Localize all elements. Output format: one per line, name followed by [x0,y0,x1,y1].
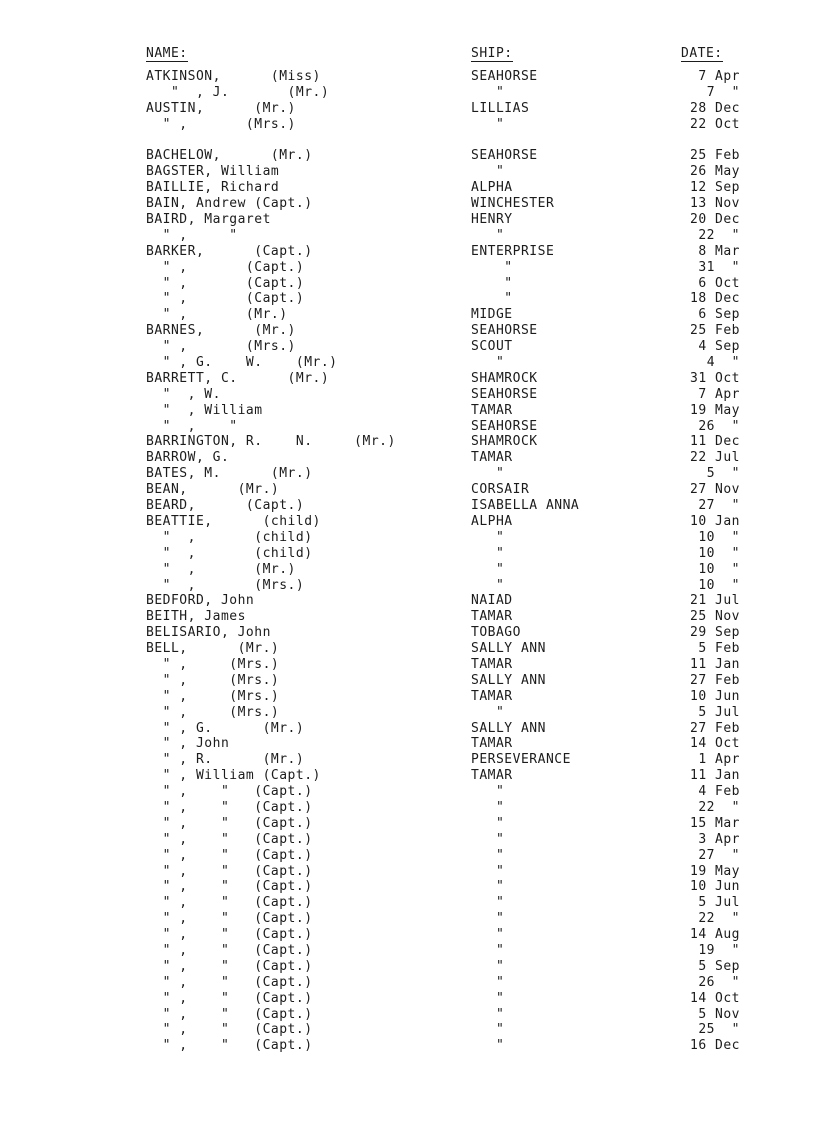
table-row [0,117,816,133]
passenger-name: " , " (Capt.) [146,974,313,990]
arrival-date: 19 May [690,863,740,879]
passenger-name: " , " (Capt.) [146,942,313,958]
ship-name: ALPHA [471,180,513,196]
passenger-name: BEDFORD, John [146,593,255,609]
arrival-date: 5 Nov [698,1006,740,1022]
ship-name: " [471,561,505,577]
ship-name: SALLY ANN [471,672,546,688]
table-row [0,260,816,276]
table-row [0,705,816,721]
ship-name: PERSEVERANCE [471,752,571,768]
arrival-date: 8 Mar [698,243,740,259]
table-row [0,434,816,450]
passenger-name: BELL, (Mr.) [146,641,280,657]
ship-name: " [471,863,505,879]
arrival-date: 22 Oct [690,116,740,132]
passenger-name: " , " (Capt.) [146,879,313,895]
arrival-date: 22 " [698,227,740,243]
table-row [0,466,816,482]
table-row [0,69,816,85]
ship-name: TAMAR [471,768,513,784]
passenger-name: AUSTIN, (Mr.) [146,100,296,116]
passenger-name: " , G. W. (Mr.) [146,355,338,371]
arrival-date: 25 Feb [690,323,740,339]
arrival-date: 4 Feb [698,784,740,800]
ship-name: TAMAR [471,402,513,418]
ship-name: " [471,974,505,990]
passenger-name: " , John [146,736,230,752]
table-row [0,244,816,260]
arrival-date: 10 " [698,529,740,545]
arrival-date: 10 Jan [690,513,740,529]
table-row [0,546,816,562]
passenger-name: " , " [146,418,238,434]
passenger-name: " , (Mrs.) [146,704,280,720]
table-row [0,641,816,657]
passenger-name: " , " (Capt.) [146,799,313,815]
passenger-name: " , R. (Mr.) [146,752,305,768]
column-header-ship: SHIP: [471,46,513,61]
passenger-name: BAILLIE, Richard [146,180,280,196]
ship-name: ENTERPRISE [471,243,555,259]
table-row [0,148,816,164]
ship-name: TAMAR [471,736,513,752]
table-row [0,1038,816,1054]
arrival-date: 31 " [698,259,740,275]
arrival-date: 15 Mar [690,815,740,831]
arrival-date: 14 Aug [690,927,740,943]
ship-name: " [471,990,505,1006]
table-row [0,562,816,578]
ship-name: " [471,958,505,974]
table-row [0,323,816,339]
table-row [0,1007,816,1023]
passenger-name: " , " (Capt.) [146,815,313,831]
table-row [0,180,816,196]
arrival-date: 27 " [698,498,740,514]
passenger-name: " , " (Capt.) [146,784,313,800]
table-row [0,307,816,323]
table-row [0,784,816,800]
ship-name: SEAHORSE [471,69,538,84]
passenger-name: " , " (Capt.) [146,927,313,943]
passenger-name: BAIN, Andrew (Capt.) [146,196,313,212]
arrival-date: 10 " [698,561,740,577]
ship-name: " [471,895,505,911]
passenger-name: " , " (Capt.) [146,847,313,863]
arrival-date: 5 Feb [698,641,740,657]
ship-name: " [471,545,505,561]
table-row [0,736,816,752]
ship-name: " [471,577,505,593]
ship-name: " [471,355,505,371]
table-row [0,403,816,419]
passenger-name: ATKINSON, (Miss) [146,69,321,84]
passenger-name: " , (Capt.) [146,259,305,275]
passenger-name: " , W. [146,386,221,402]
table-row [0,721,816,737]
table-row [0,133,816,149]
table-row [0,212,816,228]
ship-name: NAIAD [471,593,513,609]
column-header-name: NAME: [146,46,188,61]
arrival-date: 22 " [698,799,740,815]
arrival-date: 25 Nov [690,609,740,625]
table-row [0,514,816,530]
table-row [0,879,816,895]
arrival-date: 14 Oct [690,990,740,1006]
arrival-date: 4 " [706,355,740,371]
table-row [0,291,816,307]
arrival-date: 11 Dec [690,434,740,450]
table-row [0,927,816,943]
table-row [0,450,816,466]
table-row [0,609,816,625]
ship-name: TAMAR [471,656,513,672]
arrival-date: 5 Sep [698,958,740,974]
passenger-name: " , (Mr.) [146,307,288,323]
table-row [0,768,816,784]
ship-name: HENRY [471,212,513,228]
arrival-date: 12 Sep [690,180,740,196]
ship-name: " [471,1006,505,1022]
arrival-date: 27 Feb [690,672,740,688]
arrival-date: 6 Oct [698,275,740,291]
table-row [0,864,816,880]
arrival-date: 25 " [698,1022,740,1038]
ship-name: " [471,466,505,482]
arrival-date: 5 Jul [698,704,740,720]
passenger-name: " , (Mrs.) [146,656,280,672]
ship-name: SHAMROCK [471,434,538,450]
ship-name: " [471,529,505,545]
table-row [0,848,816,864]
ship-name: " [471,1038,505,1054]
table-row [0,832,816,848]
table-row [0,339,816,355]
table-row [0,371,816,387]
table-row [0,196,816,212]
arrival-date: 26 " [698,974,740,990]
passenger-name: " , " (Capt.) [146,990,313,1006]
table-row [0,689,816,705]
ship-name: TOBAGO [471,625,521,641]
arrival-date: 28 Dec [690,100,740,116]
passenger-name: BEATTIE, (child) [146,513,321,529]
arrival-date: 10 " [698,577,740,593]
arrival-date: 26 May [690,164,740,180]
passenger-name: BAIRD, Margaret [146,212,271,228]
ship-name: CORSAIR [471,482,530,498]
arrival-date: 10 " [698,545,740,561]
arrival-date: 1 Apr [698,752,740,768]
ship-name: TAMAR [471,688,513,704]
arrival-date: 31 Oct [690,370,740,386]
arrival-date: 7 Apr [698,69,740,84]
arrival-date: 26 " [698,418,740,434]
table-row [0,911,816,927]
ship-name: TAMAR [471,450,513,466]
table-row [0,85,816,101]
passenger-name: " , " (Capt.) [146,1022,313,1038]
ship-name: SEAHORSE [471,386,538,402]
passenger-name: " , " (Capt.) [146,831,313,847]
ship-name: " [471,259,513,275]
ship-name: " [471,927,505,943]
passenger-name: " , (Mrs.) [146,116,296,132]
ship-name: SALLY ANN [471,641,546,657]
arrival-date: 7 Apr [698,386,740,402]
passenger-name: " , (child) [146,545,313,561]
passenger-name: BEITH, James [146,609,246,625]
ship-name: ISABELLA ANNA [471,498,580,514]
passenger-name: " , William [146,402,263,418]
ship-name: " [471,227,505,243]
table-row [0,752,816,768]
table-row [0,657,816,673]
passenger-name: BARRETT, C. (Mr.) [146,370,330,386]
table-row [0,228,816,244]
arrival-date: 19 May [690,402,740,418]
table-row [0,355,816,371]
passenger-name: " , (Capt.) [146,275,305,291]
table-row [0,991,816,1007]
passenger-name: " , " (Capt.) [146,1038,313,1054]
ship-name: SEAHORSE [471,418,538,434]
table-row [0,800,816,816]
arrival-date: 18 Dec [690,291,740,307]
passenger-name: BARKER, (Capt.) [146,243,313,259]
arrival-date: 27 Nov [690,482,740,498]
arrival-date: 13 Nov [690,196,740,212]
passenger-name: " , " (Capt.) [146,1006,313,1022]
passenger-name: " , " (Capt.) [146,895,313,911]
ship-name: " [471,847,505,863]
ship-name: LILLIAS [471,100,530,116]
passenger-name: BATES, M. (Mr.) [146,466,313,482]
ship-name: SEAHORSE [471,148,538,164]
table-row [0,276,816,292]
passenger-name: BEARD, (Capt.) [146,498,305,514]
passenger-name: " , (Mrs.) [146,672,280,688]
arrival-date: 10 Jun [690,688,740,704]
arrival-date: 3 Apr [698,831,740,847]
arrival-date: 25 Feb [690,148,740,164]
ship-name: " [471,164,505,180]
passenger-name: " , " (Capt.) [146,863,313,879]
passenger-name: " , " [146,227,238,243]
ship-name: " [471,879,505,895]
passenger-name: " , " (Capt.) [146,958,313,974]
ship-name: TAMAR [471,609,513,625]
table-row [0,387,816,403]
arrival-date: 5 " [706,466,740,482]
arrival-date: 29 Sep [690,625,740,641]
passenger-name: " , J. (Mr.) [146,84,330,100]
arrival-date: 5 Jul [698,895,740,911]
arrival-date: 20 Dec [690,212,740,228]
table-row [0,530,816,546]
arrival-date: 6 Sep [698,307,740,323]
passenger-name: " , (child) [146,529,313,545]
table-row [0,482,816,498]
ship-name: " [471,911,505,927]
passenger-name: " , G. (Mr.) [146,720,305,736]
passenger-name: BELISARIO, John [146,625,271,641]
table-row [0,959,816,975]
table-row [0,943,816,959]
passenger-name: BAGSTER, William [146,164,280,180]
arrival-date: 11 Jan [690,768,740,784]
ship-name: WINCHESTER [471,196,555,212]
table-row [0,164,816,180]
ship-name: SALLY ANN [471,720,546,736]
table-row [0,673,816,689]
table-row [0,578,816,594]
table-row [0,101,816,117]
passenger-name: " , (Mr.) [146,561,296,577]
passenger-name: BARROW, G. [146,450,230,466]
arrival-date: 7 " [706,84,740,100]
table-row [0,816,816,832]
passenger-name: " , (Mrs.) [146,688,280,704]
arrival-date: 27 " [698,847,740,863]
ship-name: " [471,84,505,100]
arrival-date: 22 " [698,911,740,927]
arrival-date: 14 Oct [690,736,740,752]
arrival-date: 21 Jul [690,593,740,609]
passenger-name: BEAN, (Mr.) [146,482,280,498]
ship-name: SHAMROCK [471,370,538,386]
ship-name: " [471,942,505,958]
arrival-date: 10 Jun [690,879,740,895]
table-row [0,625,816,641]
passenger-name: " , (Capt.) [146,291,305,307]
arrival-date: 16 Dec [690,1038,740,1054]
passenger-name: BARRINGTON, R. N. (Mr.) [146,434,396,450]
ship-name: " [471,116,505,132]
passenger-name: " , (Mrs.) [146,577,305,593]
passenger-name: " , " (Capt.) [146,911,313,927]
table-row [0,895,816,911]
passenger-name: " , (Mrs.) [146,339,296,355]
passenger-name: " , William (Capt.) [146,768,321,784]
ship-name: ALPHA [471,513,513,529]
ship-name: MIDGE [471,307,513,323]
table-row [0,498,816,514]
arrival-date: 19 " [698,942,740,958]
table-row [0,419,816,435]
arrival-date: 4 Sep [698,339,740,355]
arrival-date: 27 Feb [690,720,740,736]
ship-name: " [471,704,505,720]
arrival-date: 22 Jul [690,450,740,466]
ship-name: " [471,831,505,847]
table-row [0,1022,816,1038]
ship-name: " [471,1022,505,1038]
ship-name: " [471,291,513,307]
table-row [0,975,816,991]
ship-name: SEAHORSE [471,323,538,339]
arrival-date: 11 Jan [690,656,740,672]
ship-name: " [471,275,513,291]
ship-name: SCOUT [471,339,513,355]
passenger-name: BARNES, (Mr.) [146,323,296,339]
ship-name: " [471,815,505,831]
passenger-list [0,69,816,1054]
ship-name: " [471,784,505,800]
column-header-date: DATE: [681,46,723,61]
ship-name: " [471,799,505,815]
passenger-name: BACHELOW, (Mr.) [146,148,313,164]
table-row [0,593,816,609]
